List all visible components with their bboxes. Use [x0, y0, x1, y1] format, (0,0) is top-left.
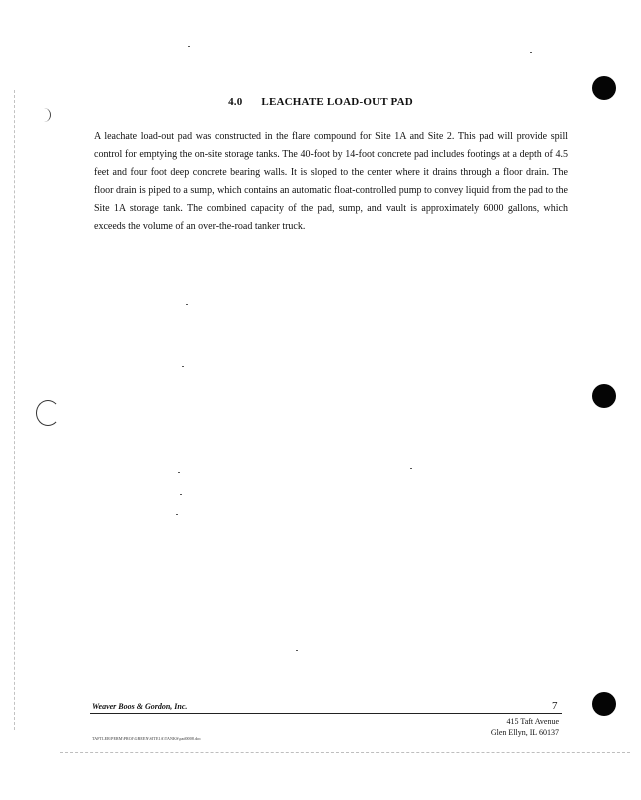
body-paragraph: A leachate load-out pad was constructed in the flare compound for Site 1A and Site 2. This pad will provide spill control for emptying the on-site storage tanks. The 40-foot by 14-foot concrete pad includes footings at a depth of 4.5 feet and four foot deep concrete bearing walls. It is sloped to the center where it drains through a floor drain. The floor drain is piped to a sump, which contains an automatic float-controlled pump to convey liquid from the pad to the Site 1A storage tank. The combined capacity of the pad, sump, and vault is approximately 6000 gallons, which exceeds the volume of an over-the-road tanker truck. — [94, 131, 568, 232]
scan-speck — [296, 650, 298, 651]
punch-hole — [592, 384, 616, 408]
scan-speck — [182, 366, 184, 367]
scan-speck — [176, 514, 178, 515]
file-path: TAFTLER\PERM\PROJ\GREEN\SITE1A\TANKS\pad0008.doc — [92, 736, 202, 741]
scan-ring-mark — [36, 400, 60, 426]
scan-speck — [178, 472, 180, 473]
scan-speck — [530, 52, 532, 53]
scan-bottom-noise — [60, 752, 630, 755]
page-number: 7 — [552, 700, 558, 712]
footer-company: Weaver Boos & Gordon, Inc. — [92, 702, 188, 711]
scan-speck — [410, 468, 412, 469]
scan-speck — [186, 304, 188, 305]
scan-speck — [188, 46, 190, 47]
footer-rule — [90, 713, 562, 714]
footer-address — [491, 716, 559, 738]
section-title: LEACHATE LOAD-OUT PAD — [261, 96, 413, 108]
address-city: Glen Ellyn, IL 60137 — [490, 728, 559, 737]
section-number: 4.0 — [228, 96, 243, 108]
punch-hole — [592, 692, 616, 716]
scan-speck — [180, 494, 182, 495]
scan-bracket-mark — [40, 108, 51, 122]
address-street: 415 Taft Avenue — [506, 717, 559, 726]
section-heading — [0, 96, 641, 108]
scan-edge-mark — [14, 90, 16, 730]
